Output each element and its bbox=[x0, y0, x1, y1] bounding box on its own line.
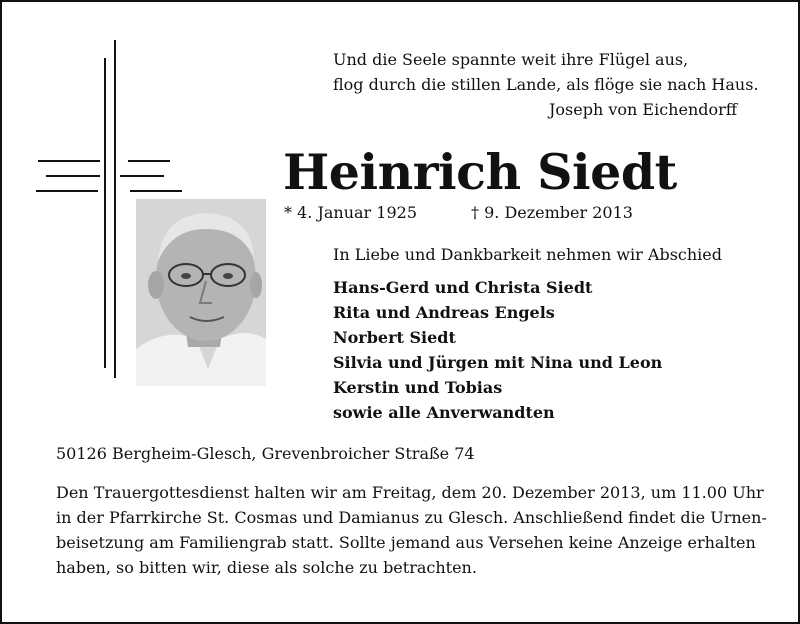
mourners-list bbox=[333, 275, 662, 425]
address-line: 50126 Bergheim-Glesch, Grevenbroicher Straße 74 bbox=[56, 444, 475, 463]
mourner-entry: Kerstin und Tobias bbox=[333, 378, 503, 397]
service-line: Den Trauergottesdienst halten wir am Freitag, dem 20. Dezember 2013, um 11.00 Uhr bbox=[56, 483, 764, 502]
birth-date: * 4. Januar 1925 bbox=[284, 203, 417, 222]
farewell-line: In Liebe und Dankbarkeit nehmen wir Abschied bbox=[333, 245, 723, 264]
service-paragraph bbox=[56, 480, 767, 580]
poem-line: Und die Seele spannte weit ihre Flügel aus, bbox=[333, 50, 689, 69]
mourner-entry: Rita und Andreas Engels bbox=[333, 303, 555, 322]
death-date: † 9. Dezember 2013 bbox=[471, 203, 633, 222]
portrait-photo bbox=[136, 199, 266, 386]
poem-author: Joseph von Eichendorff bbox=[549, 100, 738, 119]
mourner-entry: Norbert Siedt bbox=[333, 328, 456, 347]
service-line: haben, so bitten wir, diese als solche zu betrachten. bbox=[56, 558, 477, 577]
mourner-entry: sowie alle Anverwandten bbox=[333, 403, 555, 422]
service-line: beisetzung am Familiengrab statt. Sollte jemand aus Versehen keine Anzeige erhalten bbox=[56, 533, 756, 552]
service-line: in der Pfarrkirche St. Cosmas und Damianus zu Glesch. Anschließend findet die Urnen- bbox=[56, 508, 767, 527]
poem-line: flog durch die stillen Lande, als flöge sie nach Haus. bbox=[333, 75, 759, 94]
deceased-name: Heinrich Siedt bbox=[283, 143, 677, 201]
poem-quote bbox=[333, 47, 759, 122]
mourner-entry: Silvia und Jürgen mit Nina und Leon bbox=[333, 353, 663, 372]
mourner-entry: Hans-Gerd und Christa Siedt bbox=[333, 278, 593, 297]
